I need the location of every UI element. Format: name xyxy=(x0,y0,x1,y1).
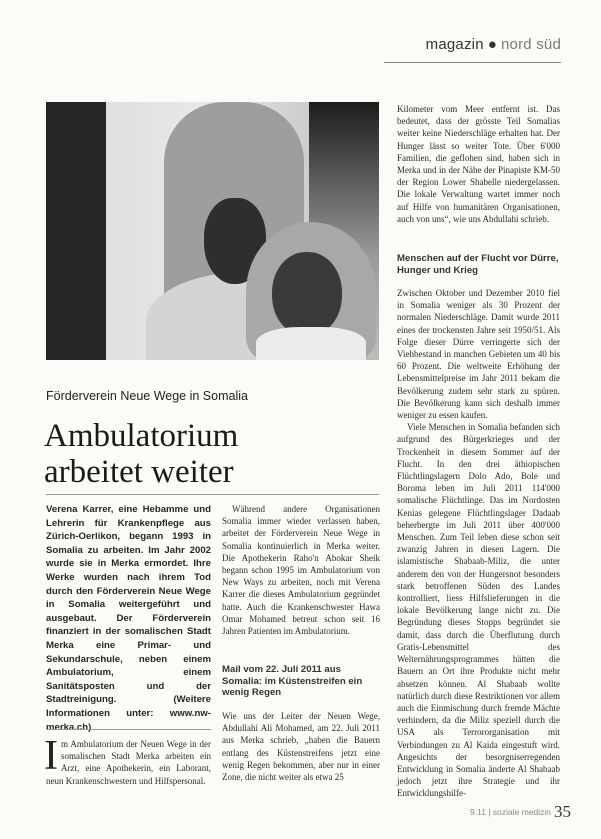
headline-line-1: Ambulatorium xyxy=(44,418,239,454)
subsection-name: nord süd xyxy=(501,36,561,53)
intro-paragraph xyxy=(44,733,211,787)
col2-subhead: Mail vom 22. Juli 2011 aus Somalia: im Küstenstreifen ein wenig Regen xyxy=(222,664,363,699)
article-kicker: Förderverein Neue Wege in Somalia xyxy=(46,389,248,403)
headline-rule xyxy=(46,494,379,495)
col3-paragraph-2: Zwischen Oktober und Dezember 2010 fiel in Somalia weniger als 30 Prozent der normalen Niederschläge. Damit wurde 2011 eines der trockensten Jahre seit 1950/51. Als Folge dieser Dürre verringerte sich der Viehbestand in manchen Gebieten um 40 bis 60 Prozent. Die weltweite Erhöhung der Lebensmittelpreise im Jahr 2011 bekam die Bevölkerung zudem sehr stark zu spüren. Die Bevölkerung kann sich deshalb immer weniger zu essen kaufen. xyxy=(397,288,560,421)
headline-line-2: arbeitet weiter xyxy=(44,454,234,490)
article-lead: Verena Karrer, eine Hebamme und Lehrerin für Krankenpflege aus Zürich-Oerlikon, begann 1993 in Somalia zu arbeiten. Im Jahr 2002 wurde sie in Merka ermordet. Ihre Werke wurden nach ihrem Tod durch den Förderverein Neue Wege in Somalia weitergeführt und ausgebaut. Der Förderverein finanziert in der somalischen Stadt Merka eine Primar- und Sekundarschule, neben einem Ambulatorium, einem Sanitätsposten und der Stadtreinigung. (Weitere Informationen unter: www.nw-merka.ch) xyxy=(46,504,211,733)
article-headline xyxy=(44,418,384,490)
photo-child-shirt xyxy=(256,327,366,360)
photo-child-face xyxy=(272,252,342,336)
col3-paragraph-1: Kilometer vom Meer entfernt ist. Das bedeutet, dass der grösste Teil Somalias weiter keine Niederschläge erhalten hat. Der Hunger lässt so weiter Tote. Über 6'000 Familien, die geflohen sind, haben sich in Merka und in der Nähe der Pinapiste KM-50 der Region Lower Shabelle niedergelassen. Die lokale Verwaltung wartet immer noch auf Hilfe von humanitären Organisationen, auch von uns“, wie uns Abdullahi schrieb. xyxy=(397,104,560,224)
column-2-subhead-block xyxy=(222,664,380,699)
page-footer xyxy=(470,802,571,822)
col3-paragraph-3: Viele Menschen in Somalia befanden sich aufgrund des Bürgerkrieges und der Trockenheit in diesem Sommer auf der Flucht. In den drei äthiopischen Flüchtlingslagern Dolo Ado, Bole und Boroma leben im Juli 2011 114'000 somalische Flüchtlinge. Das im Nordosten Kenias gelegene Flüchtlingslager Dadaab beherbergte im Juli 2011 über 400'000 Menschen. Zum Teil leben diese schon seit zwanzig Jahren in diesen Lagern. Die islamistische Shabaab-Miliz, die unter anderem den von der Hungersnot besonders stark betroffenen Süden des Landes kontrolliert, liess Hilfslieferungen in die lokale Bevölkerung lange nicht zu. Die Begründung dieses Stopps begründet sie damit, dass durch die Überflutung durch Gratis-Lebensmittel des Welternährungsprogrammes hätten die Bauern an Ort ihre Produkte nicht mehr absetzen können. Al Shabaab wollte natürlich durch diese Restriktionen vor allem auch die Einmischung durch fremde Mächte verhindern, da die Miliz speziell durch die USA als Terrororganisation mit Verbindungen zu Al Kaida eingestuft wird. Angesichts der besorgniserregenden Entwicklung in Somalia änderte Al Shabaab jedoch jetzt ihre Strategie und ihr Entwicklungshilfe- xyxy=(397,422,560,799)
col2-paragraph-1: Während andere Organisationen Somalia immer wieder verlassen haben, arbeitet der Förderverein Neue Wege in Somalia kontinuierlich in Merka weiter. Die Apothekerin Raho'n Abokar Sheik begann schon 1995 im Ambulatorium von New Ways zu arbeiten, noch mit Verena Karrer die dieses Ambulatorium gegründet hatte. Auch die Krankenschwester Hawa Omar Mohamed betreut schon seit 16 Jahren Patienten im Ambulatorium. xyxy=(222,504,380,637)
column-3-subhead-block xyxy=(397,253,560,276)
section-label xyxy=(426,36,561,53)
drop-cap: I xyxy=(44,733,58,779)
photo-shadow-left xyxy=(46,102,106,360)
page-number: 35 xyxy=(554,802,571,821)
separator-dot: ● xyxy=(487,36,498,53)
issue-label: 9.11 | soziale medizin xyxy=(470,807,551,817)
column-2-body xyxy=(222,503,380,637)
section-name: magazin xyxy=(425,36,484,53)
col2-paragraph-2: Wie uns der Leiter der Neuen Wege, Abdullahi Ali Mohamed, am 22. Juli 2011 aus Merka schrieb, „haben die Bauern entlang des Küstenstreifens jetzt eine wenig Regen bekommen, aber nur in einer Zone, die nicht weiter als etwa 25 xyxy=(222,711,380,783)
lead-rule xyxy=(46,729,211,730)
top-rule xyxy=(384,62,561,63)
column-3-body xyxy=(397,287,560,800)
intro-text: m Ambulatorium der Neuen Wege in der somalischen Stadt Merka arbeiten ein Arzt, eine Apothekerin, ein Laborant, neun Krankenschwestern und Hilfspersonal. xyxy=(46,739,211,786)
col3-subhead: Menschen auf der Flucht vor Dürre, Hunger und Krieg xyxy=(397,253,559,276)
column-3-top xyxy=(397,103,560,225)
column-2-body-continued xyxy=(222,710,380,783)
photo-mother-and-child xyxy=(46,102,379,360)
